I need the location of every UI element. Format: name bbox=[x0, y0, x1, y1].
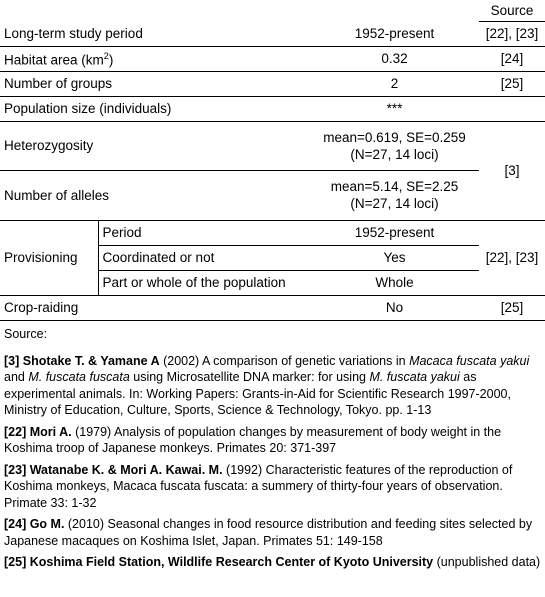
row-label: Crop-raiding bbox=[4, 300, 79, 315]
row-source: [22], [23] bbox=[485, 26, 539, 41]
row-value: *** bbox=[386, 101, 403, 116]
sub-label: Coordinated or not bbox=[98, 245, 310, 270]
reference-item: [23] Watanabe K. & Mori A. Kawai. M. (1992) Characteristic features of the reproduction of Koshima monkeys, Macaca fuscata fuscata: a summery of thirty-four years of observation. Primate 33: 1-32 bbox=[4, 462, 513, 510]
reference-item: [3] Shotake T. & Yamane A (2002) A comparison of genetic variations in Macaca fuscata yakui and M. fuscata fuscata using Microsatellite DNA marker: for using M. fuscata yakui as experimental animals. In: Working Papers: Grants-in-Aid for Scientific Research 1997-2000, Ministry of Education, Culture, Sports, Science & Technology, Tokyo. pp. 1-13 bbox=[4, 353, 530, 417]
table-row bbox=[0, 71, 545, 96]
row-value: No bbox=[385, 300, 404, 315]
row-value: 0.32 bbox=[381, 51, 408, 66]
row-label: Number of alleles bbox=[4, 187, 110, 203]
row-value: Whole bbox=[375, 275, 414, 290]
source-header: Source bbox=[479, 0, 545, 21]
row-source: [22], [23] bbox=[479, 220, 545, 295]
row-value: mean=0.619, SE=0.259 (N=27, 14 loci) bbox=[323, 129, 466, 162]
table-row bbox=[0, 295, 545, 320]
sub-label: Period bbox=[98, 220, 310, 245]
reference-item: [24] Go M. (2010) Seasonal changes in food resource distribution and feeding sites selected by Japanese macaques on Koshima Islet, Japan. Primates 51: 149-158 bbox=[4, 517, 533, 548]
table-row bbox=[0, 21, 545, 46]
row-value: 1952-present bbox=[354, 25, 435, 41]
sub-label: Part or whole of the population bbox=[98, 270, 310, 295]
row-source: [3] bbox=[504, 163, 520, 178]
table-row bbox=[0, 220, 545, 245]
row-value: mean=5.14, SE=2.25 (N=27, 14 loci) bbox=[330, 179, 459, 211]
row-label: Provisioning bbox=[0, 220, 98, 295]
header-row bbox=[0, 0, 545, 21]
table-row bbox=[0, 96, 545, 121]
row-label: Number of groups bbox=[4, 76, 113, 91]
row-source: [25] bbox=[500, 300, 524, 315]
reference-item: [25] Koshima Field Station, Wildlife Research Center of Kyoto University (unpublished data) bbox=[4, 555, 541, 569]
reference-item: [22] Mori A. (1979) Analysis of population changes by measurement of body weight in the Koshima troop of Japanese monkeys. Primates 20: 371-397 bbox=[4, 424, 502, 455]
row-value: Yes bbox=[383, 250, 406, 265]
row-value: 2 bbox=[390, 76, 399, 91]
row-label: Habitat area $(km^2)$ bbox=[4, 51, 114, 68]
table-row bbox=[0, 170, 545, 220]
row-label: Population size (individuals) bbox=[4, 101, 172, 116]
table-row bbox=[0, 121, 545, 170]
references bbox=[4, 326, 541, 576]
row-source: [25] bbox=[500, 76, 524, 91]
row-source: [24] bbox=[500, 51, 524, 66]
table-row bbox=[0, 46, 545, 71]
references-label: Source: bbox=[4, 327, 48, 341]
row-value: 1952-present bbox=[354, 225, 435, 240]
row-label: Heterozygosity bbox=[4, 138, 94, 153]
row-label: Long-term study period bbox=[4, 25, 143, 41]
